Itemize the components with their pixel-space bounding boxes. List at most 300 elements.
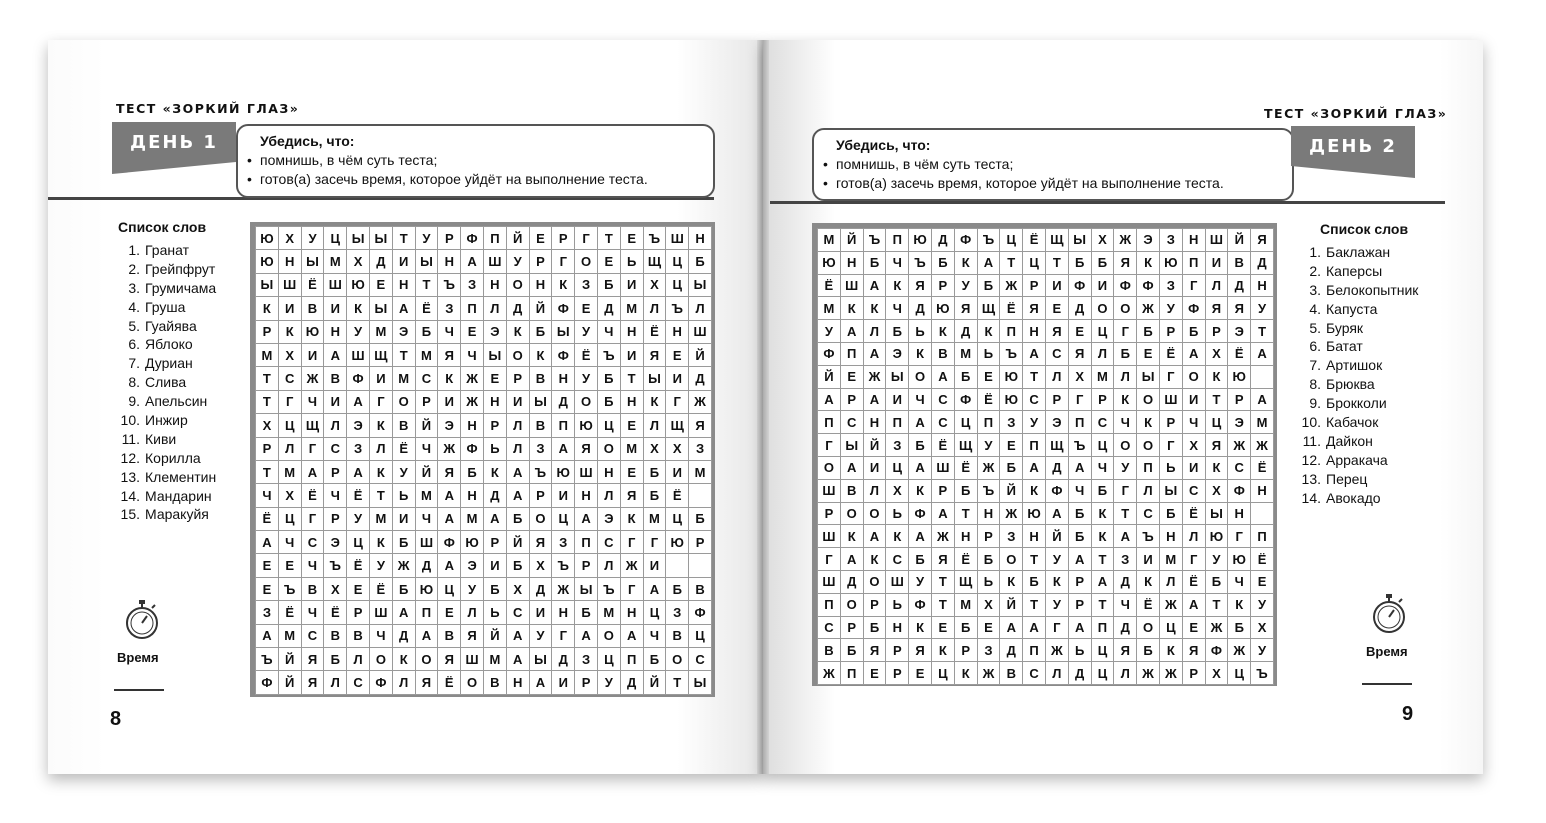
grid-cell: А bbox=[324, 343, 347, 366]
grid-cell bbox=[666, 554, 689, 577]
grid-cell: П bbox=[415, 601, 438, 624]
grid-cell: Д bbox=[483, 484, 506, 507]
grid-cell: Л bbox=[1045, 662, 1068, 685]
grid-cell: Г bbox=[1045, 616, 1068, 639]
grid-cell: Ъ bbox=[597, 343, 620, 366]
grid-cell: Б bbox=[840, 639, 863, 662]
grid-cell: Ц bbox=[931, 662, 954, 685]
word-text: Гуайява bbox=[145, 317, 197, 334]
grid-cell: С bbox=[278, 367, 301, 390]
grid-row bbox=[818, 548, 1274, 571]
grid-cell: К bbox=[1137, 411, 1160, 434]
grid-row bbox=[256, 250, 712, 273]
grid-cell: В bbox=[689, 577, 712, 600]
grid-cell: Х bbox=[1091, 229, 1114, 252]
grid-cell: Ц bbox=[347, 531, 370, 554]
grid-cell: Ы bbox=[301, 250, 324, 273]
grid-cell: Б bbox=[483, 577, 506, 600]
grid-cell: М bbox=[278, 624, 301, 647]
grid-cell: К bbox=[483, 460, 506, 483]
grid-cell: Г bbox=[1159, 365, 1182, 388]
grid-row bbox=[256, 297, 712, 320]
grid-cell: Ц bbox=[597, 414, 620, 437]
grid-cell: В bbox=[324, 624, 347, 647]
ribbon-tail bbox=[112, 162, 236, 174]
grid-cell: С bbox=[886, 548, 909, 571]
grid-cell: Т bbox=[392, 227, 415, 250]
grid-cell: У bbox=[1251, 639, 1274, 662]
grid-cell: Л bbox=[1205, 274, 1228, 297]
grid-cell: З bbox=[666, 601, 689, 624]
grid-cell: Я bbox=[1068, 342, 1091, 365]
grid-cell: Ш bbox=[347, 343, 370, 366]
grid-cell: Ж bbox=[1000, 274, 1023, 297]
grid-cell: Н bbox=[620, 320, 643, 343]
grid-cell: Ц bbox=[1205, 411, 1228, 434]
grid-row bbox=[256, 648, 712, 671]
grid-cell: Н bbox=[552, 367, 575, 390]
grid-cell: Г bbox=[643, 531, 666, 554]
grid-cell: Ю bbox=[256, 250, 279, 273]
grid-cell: Р bbox=[575, 554, 598, 577]
grid-cell: Л bbox=[324, 671, 347, 694]
grid-cell: Ё bbox=[438, 671, 461, 694]
grid-cell: Ш bbox=[840, 274, 863, 297]
grid-cell: Б bbox=[506, 554, 529, 577]
grid-cell: А bbox=[506, 648, 529, 671]
grid-cell: Б bbox=[597, 390, 620, 413]
grid-cell: У bbox=[301, 227, 324, 250]
grid-cell: Ю bbox=[1000, 365, 1023, 388]
grid-cell: Р bbox=[1182, 662, 1205, 685]
grid-cell: Б bbox=[1023, 570, 1046, 593]
grid-cell: К bbox=[256, 297, 279, 320]
grid-cell: Н bbox=[483, 390, 506, 413]
word-list-item bbox=[1299, 319, 1418, 338]
grid-cell: Б bbox=[909, 434, 932, 457]
grid-cell: Э bbox=[347, 414, 370, 437]
grid-cell: А bbox=[863, 388, 886, 411]
grid-row bbox=[256, 343, 712, 366]
grid-cell: И bbox=[301, 343, 324, 366]
grid-cell: О bbox=[369, 648, 392, 671]
grid-cell: Е bbox=[620, 414, 643, 437]
word-list-item bbox=[118, 468, 216, 487]
grid-cell: Ч bbox=[256, 484, 279, 507]
grid-cell: Х bbox=[643, 273, 666, 296]
grid-cell: Н bbox=[597, 460, 620, 483]
grid-cell: П bbox=[818, 411, 841, 434]
grid-cell: Ж bbox=[1251, 434, 1274, 457]
grid-cell: Б bbox=[909, 548, 932, 571]
grid-cell: Р bbox=[1091, 388, 1114, 411]
grid-cell: Г bbox=[1068, 388, 1091, 411]
grid-cell: Р bbox=[840, 616, 863, 639]
grid-cell: Е bbox=[1182, 616, 1205, 639]
grid-cell: Б bbox=[1228, 616, 1251, 639]
grid-cell: А bbox=[909, 525, 932, 548]
grid-cell: Ч bbox=[909, 388, 932, 411]
word-number: 13. bbox=[1301, 470, 1321, 487]
grid-cell: Ж bbox=[1228, 434, 1251, 457]
grid-cell: Ж bbox=[1205, 616, 1228, 639]
grid-cell: У bbox=[506, 250, 529, 273]
grid-cell: А bbox=[909, 456, 932, 479]
grid-cell: Ц bbox=[278, 414, 301, 437]
grid-cell: Н bbox=[689, 227, 712, 250]
grid-cell: П bbox=[1091, 616, 1114, 639]
grid-cell: Л bbox=[863, 479, 886, 502]
grid-cell: Л bbox=[1091, 342, 1114, 365]
grid-cell: П bbox=[575, 531, 598, 554]
grid-cell: Б bbox=[529, 320, 552, 343]
grid-cell: О bbox=[840, 593, 863, 616]
grid-cell: Р bbox=[1045, 388, 1068, 411]
grid-cell: М bbox=[324, 250, 347, 273]
grid-cell: Ф bbox=[347, 367, 370, 390]
grid-row bbox=[818, 411, 1274, 434]
grid-cell: Ё bbox=[301, 273, 324, 296]
grid-cell: С bbox=[506, 601, 529, 624]
grid-cell: Р bbox=[324, 460, 347, 483]
grid-cell: Л bbox=[324, 414, 347, 437]
word-list bbox=[118, 219, 216, 524]
grid-cell: З bbox=[886, 434, 909, 457]
time-line bbox=[114, 689, 164, 691]
grid-cell: Ч bbox=[278, 531, 301, 554]
grid-cell: Ф bbox=[1045, 479, 1068, 502]
grid-cell: Е bbox=[278, 554, 301, 577]
day-label: ДЕНЬ 2 bbox=[1309, 135, 1397, 157]
grid-cell: К bbox=[909, 479, 932, 502]
grid-cell: О bbox=[1137, 616, 1160, 639]
grid-cell: Д bbox=[369, 250, 392, 273]
grid-cell: Ё bbox=[1137, 593, 1160, 616]
grid-cell: Ю bbox=[256, 227, 279, 250]
grid-cell: Э bbox=[461, 554, 484, 577]
grid-cell: Г bbox=[620, 531, 643, 554]
grid-cell: М bbox=[483, 648, 506, 671]
grid-cell: Ж bbox=[1137, 662, 1160, 685]
grid-cell: Ч bbox=[324, 484, 347, 507]
grid-cell: У bbox=[1045, 593, 1068, 616]
grid-cell: С bbox=[301, 531, 324, 554]
grid-cell: Ю bbox=[575, 414, 598, 437]
grid-cell: Ё bbox=[347, 484, 370, 507]
grid-cell: А bbox=[1068, 548, 1091, 571]
grid-cell: Ф bbox=[1205, 639, 1228, 662]
grid-cell: Ё bbox=[643, 320, 666, 343]
grid-row bbox=[256, 624, 712, 647]
time-line bbox=[1362, 683, 1412, 685]
grid-cell: Ц bbox=[1159, 616, 1182, 639]
grid-cell: Д bbox=[597, 297, 620, 320]
grid-cell: Ы bbox=[552, 320, 575, 343]
grid-cell: О bbox=[392, 390, 415, 413]
grid-cell: Ю bbox=[1228, 548, 1251, 571]
grid-cell: Б bbox=[461, 460, 484, 483]
grid-cell: Ё bbox=[392, 437, 415, 460]
grid-cell: Ц bbox=[886, 456, 909, 479]
grid-cell: Х bbox=[529, 554, 552, 577]
grid-cell: Т bbox=[1023, 548, 1046, 571]
grid-cell: Я bbox=[931, 548, 954, 571]
grid-cell: С bbox=[931, 411, 954, 434]
grid-cell: Х bbox=[278, 484, 301, 507]
word-list-item bbox=[1299, 451, 1418, 470]
grid-cell: А bbox=[840, 320, 863, 343]
grid-cell: Л bbox=[483, 297, 506, 320]
grid-cell: Д bbox=[909, 297, 932, 320]
grid-cell: П bbox=[977, 411, 1000, 434]
grid-cell: П bbox=[886, 229, 909, 252]
grid-cell: В bbox=[347, 624, 370, 647]
grid-row bbox=[818, 434, 1274, 457]
grid-cell: Р bbox=[1159, 411, 1182, 434]
grid-cell: Б bbox=[931, 251, 954, 274]
grid-cell: А bbox=[909, 411, 932, 434]
grid-row bbox=[818, 365, 1274, 388]
word-text: Батат bbox=[1326, 338, 1363, 355]
word-number: 9. bbox=[1309, 395, 1321, 412]
grid-cell: М bbox=[1251, 411, 1274, 434]
grid-cell: Ц bbox=[438, 577, 461, 600]
grid-cell: Ж bbox=[977, 456, 1000, 479]
grid-cell: Ъ bbox=[597, 577, 620, 600]
grid-cell: Ь bbox=[620, 250, 643, 273]
grid-cell: Щ bbox=[1045, 434, 1068, 457]
grid-cell: О bbox=[863, 570, 886, 593]
grid-row bbox=[818, 297, 1274, 320]
grid-cell: Б bbox=[392, 531, 415, 554]
word-text: Артишок bbox=[1326, 357, 1383, 374]
grid-cell: Б bbox=[1091, 251, 1114, 274]
grid-cell: Ь bbox=[977, 570, 1000, 593]
grid-cell: Н bbox=[483, 273, 506, 296]
grid-cell: Б bbox=[506, 507, 529, 530]
word-number: 8. bbox=[1309, 376, 1321, 393]
grid-row bbox=[818, 320, 1274, 343]
grid-cell: Ф bbox=[461, 437, 484, 460]
grid-cell: Н bbox=[1182, 229, 1205, 252]
grid-cell: С bbox=[347, 671, 370, 694]
grid-cell: Г bbox=[575, 227, 598, 250]
grid-cell: М bbox=[597, 601, 620, 624]
word-list-item bbox=[1299, 262, 1418, 281]
instruction-title: Убедись, что: bbox=[836, 137, 931, 153]
grid-cell: П bbox=[483, 227, 506, 250]
grid-cell: А bbox=[347, 390, 370, 413]
grid-cell: Р bbox=[1023, 274, 1046, 297]
grid-cell: Х bbox=[1251, 616, 1274, 639]
grid-cell: Я bbox=[461, 624, 484, 647]
running-head: ТЕСТ «ЗОРКИЙ ГЛАЗ» bbox=[116, 101, 300, 116]
grid-cell: С bbox=[415, 367, 438, 390]
grid-cell: Е bbox=[1137, 342, 1160, 365]
grid-cell: Е bbox=[909, 662, 932, 685]
grid-row bbox=[818, 456, 1274, 479]
grid-row bbox=[818, 616, 1274, 639]
word-number: 13. bbox=[120, 468, 140, 485]
grid-cell: Ж bbox=[1228, 639, 1251, 662]
word-text: Белокопытник bbox=[1326, 281, 1419, 298]
grid-row bbox=[256, 414, 712, 437]
grid-cell: Ъ bbox=[256, 648, 279, 671]
grid-cell: А bbox=[256, 531, 279, 554]
grid-cell: Ч bbox=[1114, 411, 1137, 434]
grid-cell: Г bbox=[1114, 320, 1137, 343]
grid-cell: К bbox=[529, 343, 552, 366]
grid-cell bbox=[1251, 502, 1274, 525]
instruction-item: • помнишь, в чём суть теста; bbox=[260, 151, 697, 170]
grid-cell: Х bbox=[643, 437, 666, 460]
grid-cell: Р bbox=[931, 479, 954, 502]
grid-cell: Т bbox=[1023, 593, 1046, 616]
grid-cell: Л bbox=[1114, 365, 1137, 388]
grid-cell: Е bbox=[1000, 434, 1023, 457]
grid-cell: Й bbox=[1228, 229, 1251, 252]
grid-cell: С bbox=[689, 648, 712, 671]
word-text: Дайкон bbox=[1326, 432, 1373, 449]
grid-cell: С bbox=[1023, 388, 1046, 411]
grid-cell: Ё bbox=[301, 484, 324, 507]
grid-cell: П bbox=[840, 662, 863, 685]
grid-cell: Д bbox=[1114, 570, 1137, 593]
grid-cell: Т bbox=[1205, 388, 1228, 411]
grid-cell: Н bbox=[620, 390, 643, 413]
word-number: 1. bbox=[128, 242, 140, 258]
grid-cell: Д bbox=[1068, 662, 1091, 685]
grid-cell: И bbox=[620, 343, 643, 366]
grid-cell: О bbox=[506, 343, 529, 366]
grid-cell: И bbox=[278, 297, 301, 320]
grid-cell: Й bbox=[1000, 479, 1023, 502]
grid-cell: К bbox=[840, 297, 863, 320]
grid-cell: У bbox=[954, 274, 977, 297]
word-number: 10. bbox=[120, 412, 140, 429]
grid-cell: К bbox=[369, 414, 392, 437]
grid-cell: Ъ bbox=[1137, 525, 1160, 548]
grid-cell: Ю bbox=[1159, 251, 1182, 274]
grid-cell: Ф bbox=[552, 297, 575, 320]
grid-cell: Ц bbox=[689, 624, 712, 647]
grid-cell: Д bbox=[931, 229, 954, 252]
grid-cell: Л bbox=[643, 297, 666, 320]
word-text: Авокадо bbox=[1326, 489, 1381, 506]
grid-cell: Щ bbox=[1045, 229, 1068, 252]
grid-cell: В bbox=[1228, 251, 1251, 274]
grid-cell: Ч bbox=[643, 624, 666, 647]
grid-cell: Б bbox=[689, 250, 712, 273]
grid-cell: А bbox=[931, 365, 954, 388]
grid-cell: Ы bbox=[689, 671, 712, 694]
grid-cell: У bbox=[1159, 297, 1182, 320]
grid-cell: Ы bbox=[1159, 479, 1182, 502]
grid-cell: Т bbox=[415, 273, 438, 296]
grid-cell: Л bbox=[392, 671, 415, 694]
grid-cell: И bbox=[438, 390, 461, 413]
grid-cell: Ф bbox=[256, 671, 279, 694]
instruction-item: • помнишь, в чём суть теста; bbox=[836, 155, 1276, 174]
grid-cell: Г bbox=[301, 507, 324, 530]
grid-cell: У bbox=[909, 570, 932, 593]
grid-cell: У bbox=[392, 460, 415, 483]
grid-cell: М bbox=[643, 507, 666, 530]
word-list-item bbox=[1299, 470, 1418, 489]
grid-cell: Й bbox=[415, 414, 438, 437]
grid-cell: Д bbox=[552, 648, 575, 671]
grid-cell: Л bbox=[369, 437, 392, 460]
grid-cell: Б bbox=[1068, 525, 1091, 548]
grid-cell: Н bbox=[666, 320, 689, 343]
word-number: 4. bbox=[1309, 300, 1321, 317]
grid-cell: Ё bbox=[666, 484, 689, 507]
grid-cell: П bbox=[1000, 320, 1023, 343]
word-number: 1. bbox=[1309, 244, 1321, 260]
grid-cell: Д bbox=[689, 367, 712, 390]
grid-cell: Р bbox=[575, 671, 598, 694]
grid-cell: И bbox=[1045, 274, 1068, 297]
grid-cell: Ч bbox=[1068, 479, 1091, 502]
grid-cell: У bbox=[529, 624, 552, 647]
grid-cell: Ж bbox=[1000, 502, 1023, 525]
grid-cell: А bbox=[1251, 342, 1274, 365]
grid-cell: Л bbox=[278, 437, 301, 460]
word-list-item bbox=[1299, 356, 1418, 375]
grid-cell: А bbox=[438, 554, 461, 577]
grid-cell: Э bbox=[392, 320, 415, 343]
grid-cell: П bbox=[1068, 411, 1091, 434]
grid-cell: К bbox=[392, 648, 415, 671]
stopwatch-icon bbox=[1371, 593, 1407, 635]
grid-cell: Ш bbox=[818, 525, 841, 548]
grid-cell: Т bbox=[1114, 502, 1137, 525]
grid-cell: Ы bbox=[369, 227, 392, 250]
grid-cell: С bbox=[597, 531, 620, 554]
grid-cell: Ё bbox=[1251, 456, 1274, 479]
word-list-item bbox=[118, 392, 216, 411]
grid-cell: И bbox=[324, 297, 347, 320]
grid-cell: Г bbox=[278, 390, 301, 413]
grid-cell: Б bbox=[1114, 342, 1137, 365]
grid-cell: Я bbox=[1251, 229, 1274, 252]
grid-cell: У bbox=[977, 434, 1000, 457]
grid-cell: А bbox=[1068, 456, 1091, 479]
grid-cell: У bbox=[1205, 548, 1228, 571]
word-text: Грейпфрут bbox=[145, 260, 216, 277]
word-list-item bbox=[118, 317, 216, 336]
grid-cell: А bbox=[256, 624, 279, 647]
grid-cell: П bbox=[840, 342, 863, 365]
grid-cell: Ё bbox=[1182, 502, 1205, 525]
grid-cell: Й bbox=[1000, 593, 1023, 616]
grid-cell: Н bbox=[1251, 479, 1274, 502]
word-number: 8. bbox=[128, 374, 140, 391]
word-number: 11. bbox=[121, 430, 140, 447]
grid-cell: Ч bbox=[369, 624, 392, 647]
grid-cell: Ы bbox=[256, 273, 279, 296]
word-number: 3. bbox=[1309, 281, 1321, 298]
grid-cell: Г bbox=[620, 577, 643, 600]
grid-cell: Т bbox=[954, 502, 977, 525]
grid-cell: К bbox=[863, 548, 886, 571]
grid-cell: М bbox=[689, 460, 712, 483]
grid-cell: Ц bbox=[1091, 639, 1114, 662]
grid-cell: Ч bbox=[1114, 593, 1137, 616]
grid-cell: З bbox=[1159, 229, 1182, 252]
grid-cell: Я bbox=[301, 648, 324, 671]
grid-cell: Б bbox=[643, 648, 666, 671]
